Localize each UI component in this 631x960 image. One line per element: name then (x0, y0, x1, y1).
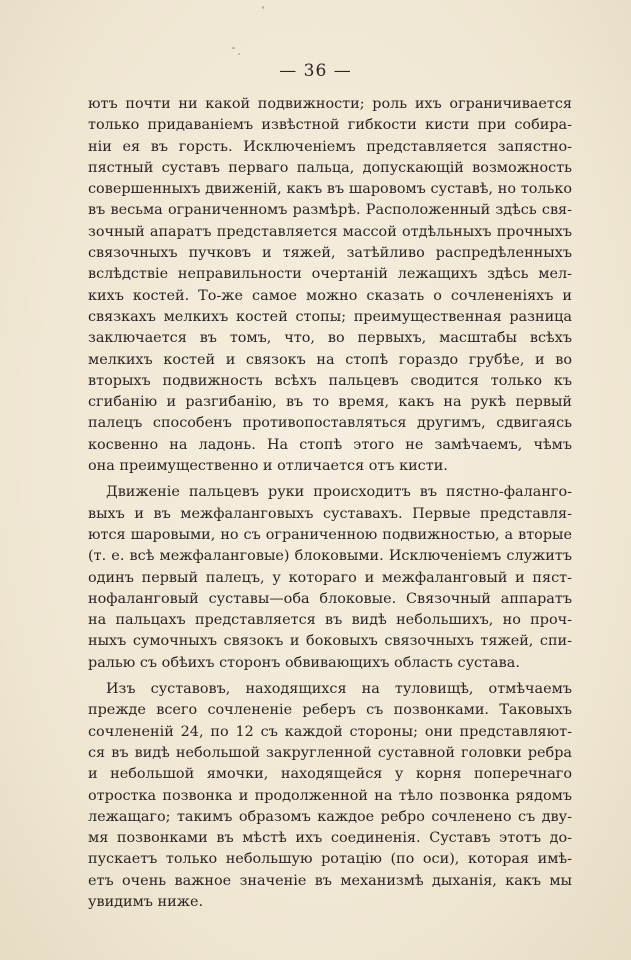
text-line: она преимущественно и отличается отъ кисти. (88, 458, 448, 475)
text-line: заключается въ томъ, что, во первыхъ, масштабы всѣхъ (88, 330, 572, 347)
text-line: ралью съ обѣихъ сторонъ обвивающихъ область сустава. (88, 654, 520, 671)
paragraph (88, 94, 572, 477)
text-line: мя позвонками въ мѣстѣ ихъ соединенiя. Суставъ этотъ до- (88, 830, 572, 847)
paper-speck (262, 6, 264, 9)
text-line: въ весьма ограниченномъ размѣрѣ. Расположенный здѣсь свя- (88, 202, 572, 219)
text-line: отростка позвонка и продолженной на тѣло позвонка рядомъ (88, 787, 572, 804)
text-line: пястный суставъ перваго пальца, допускающiй возможность (88, 159, 572, 176)
text-line: лежащаго; такимъ образомъ каждое ребро сочленено съ дву- (88, 808, 572, 825)
text-line: одинъ первый палецъ, у котораго и межфаланговый и пяст- (88, 569, 572, 586)
text-line: прежде всего сочлененiе реберъ съ позвонками. Таковыхъ (88, 702, 572, 719)
text-line: пускаетъ только небольшую ротацiю (по оси), которая имѣ- (88, 851, 572, 868)
text-line: связкахъ мелкихъ костей стопы; преимущественная разница (88, 308, 572, 325)
text-line: увидимъ ниже. (88, 893, 204, 910)
text-line: ныхъ сумочныхъ связокъ и боковыхъ связочныхъ тяжей, спи- (88, 633, 572, 650)
text-line: совершенныхъ движенiй, какъ въ шаровомъ суставѣ, но только (88, 181, 572, 198)
paper-speck (232, 47, 235, 49)
text-line: сочлененiй 24, по 12 съ каждой стороны; они представляют- (88, 723, 572, 740)
text-line: зочный апаратъ представляется массой отдѣльныхъ прочныхъ (88, 223, 572, 240)
text-line: косвенно на ладонь. На стопѣ этого не замѣчаемъ, чѣмъ (88, 436, 572, 453)
text-line: только придаванiемъ извѣстной гибкости кисти при собира- (88, 117, 572, 134)
text-line: связочныхъ пучковъ и тяжей, затѣйливо распредѣленныхъ (88, 245, 572, 262)
text-line: кихъ костей. То-же самое можно сказать о сочлененiяхъ и (88, 287, 572, 304)
text-line: палецъ способенъ противопоставляться другимъ, сдвигаясь (88, 415, 572, 432)
text-line: сгибанiю и разгибанiю, въ то время, какъ на рукѣ первый (88, 394, 572, 411)
text-line: выхъ и въ межфаланговыхъ суставахъ. Первые представля- (88, 505, 572, 522)
paragraph (88, 482, 572, 674)
text-line: етъ очень важное значенiе въ механизмѣ дыханiя, какъ мы (88, 872, 572, 889)
text-line: на пальцахъ представляется въ видѣ небольшихъ, но проч- (88, 612, 572, 629)
paragraph (88, 679, 572, 913)
paper-speck (238, 53, 240, 55)
text-line: ся въ видѣ небольшой закругленной суставной головки ребра (88, 744, 572, 761)
body-text (88, 94, 572, 913)
text-line: мелкихъ костей и связокъ на стопѣ гораздо грубѣе, и во (88, 351, 572, 368)
text-line: и небольшой ямочки, находящейся у корня поперечнаго (88, 766, 572, 783)
text-line: вслѣдствiе неправильности очертанiй лежащихъ здѣсь мел- (88, 266, 572, 283)
text-line: Изъ суставовъ, находящихся на туловищѣ, отмѣчаемъ (106, 681, 572, 698)
text-line: ются шаровыми, но съ ограниченною подвижностью, а вторые (88, 526, 572, 543)
text-line: нофаланговый суставы—оба блоковые. Связочный аппаратъ (88, 590, 572, 607)
text-line: вторыхъ подвижность всѣхъ пальцевъ сводится только къ (88, 372, 572, 389)
text-line: нiи ея въ горсть. Исключенiемъ представляется запястно- (88, 138, 572, 155)
page-number: — 36 — (279, 61, 352, 81)
text-line: ютъ почти ни какой подвижности; роль ихъ ограничивается (88, 96, 572, 112)
text-line: Движенiе пальцевъ руки происходитъ въ пястно-фаланго- (106, 484, 572, 501)
text-line: (т. е. всѣ межфаланговые) блоковыми. Исключенiемъ служитъ (88, 548, 572, 565)
